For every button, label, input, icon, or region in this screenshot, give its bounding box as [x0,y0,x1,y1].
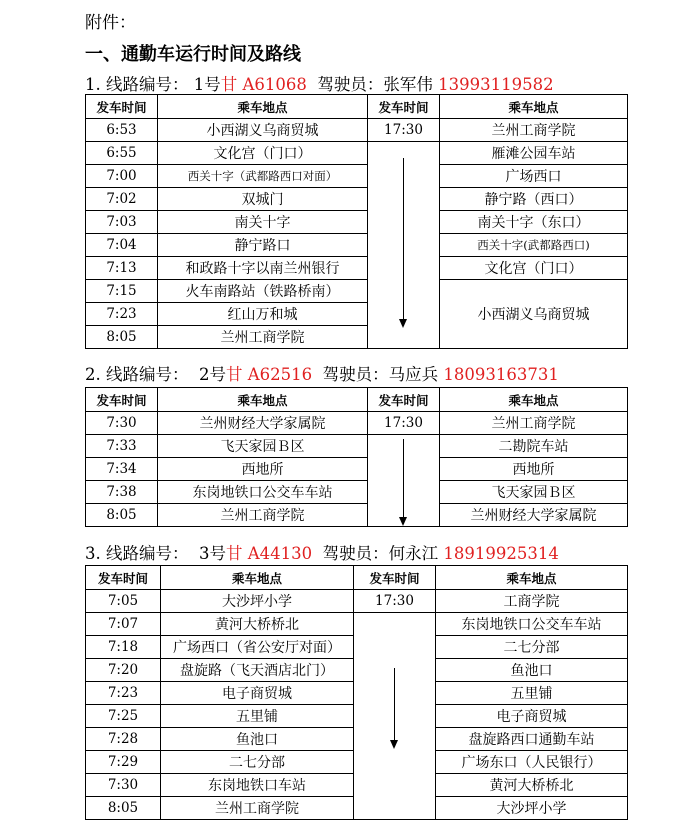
stop-name: 盘旋路（飞天酒店北门） [161,659,354,682]
table-row [86,613,628,636]
return-stop: 二七分部 [436,636,628,659]
header-stop: 乘车地点 [161,566,354,590]
stop-name: 五里铺 [161,705,354,728]
stop-name: 火车南路站（铁路桥南） [158,280,368,303]
return-stop: 兰州工商学院 [440,412,628,435]
stop-name: 文化宫（门口） [158,142,368,165]
header-depart-time: 发车时间 [354,566,436,590]
route-1-table [85,94,628,349]
header-depart-time: 发车时间 [368,95,440,119]
header-stop: 乘车地点 [436,566,628,590]
depart-time: 7:05 [86,590,161,613]
stop-name: 静宁路口 [158,234,368,257]
table-row [86,165,628,188]
return-stop: 西关十字(武都路西口) [440,234,628,257]
depart-time: 6:53 [86,119,158,142]
direction-arrow-cell [354,613,436,820]
return-stop: 兰州财经大学家属院 [440,504,628,527]
route-1-line [85,71,554,95]
table-row [86,590,628,613]
route-3-table [85,565,628,820]
table-row [86,257,628,280]
depart-time: 7:30 [86,774,161,797]
return-stop: 文化宫（门口） [440,257,628,280]
attachment-label: 附件： [85,13,136,33]
direction-arrow-cell [368,435,440,527]
depart-time: 7:02 [86,188,158,211]
table-row [86,234,628,257]
stop-name: 兰州工商学院 [161,797,354,820]
table-row [86,504,628,527]
driver-phone: 18919925314 [443,544,559,563]
return-time: 17:30 [368,119,440,142]
return-time: 17:30 [368,412,440,435]
return-stop: 二勘院车站 [440,435,628,458]
down-arrow-icon [403,158,404,326]
stop-name: 兰州财经大学家属院 [158,412,368,435]
return-stop: 工商学院 [436,590,628,613]
return-stop: 静宁路（西口） [440,188,628,211]
section-title: 一、通勤车运行时间及路线 [85,44,301,65]
stop-name: 兰州工商学院 [158,504,368,527]
return-stop: 飞天家园Ｂ区 [440,481,628,504]
depart-time: 7:03 [86,211,158,234]
stop-name: 东岗地铁口公交车车站 [158,481,368,504]
return-stop: 鱼池口 [436,659,628,682]
depart-time: 8:05 [86,797,161,820]
driver-name: 何永江 [388,544,439,563]
down-arrow-icon [394,668,395,747]
plate-number: 甘 A61068 [220,75,307,94]
table-row [86,458,628,481]
depart-time: 7:38 [86,481,158,504]
driver-name: 张军伟 [383,75,433,94]
stop-name: 鱼池口 [161,728,354,751]
depart-time: 7:04 [86,234,158,257]
direction-arrow-cell [368,142,440,349]
table-header-row [86,566,628,590]
route-2-line [85,361,559,385]
return-stop: 小西湖义乌商贸城 [440,280,628,349]
depart-time: 7:29 [86,751,161,774]
depart-time: 7:34 [86,458,158,481]
header-stop: 乘车地点 [158,388,368,412]
table-row [86,142,628,165]
stop-name: 兰州工商学院 [158,326,368,349]
route-number: 3号 [199,544,226,563]
depart-time: 7:15 [86,280,158,303]
header-depart-time: 发车时间 [86,95,158,119]
stop-name: 东岗地铁口车站 [161,774,354,797]
header-stop: 乘车地点 [440,95,628,119]
driver-name: 马应兵 [388,365,439,384]
route-label: 3. 线路编号： [85,544,189,563]
table-row [86,481,628,504]
return-time: 17:30 [354,590,436,613]
driver-phone: 18093163731 [443,365,559,384]
driver-phone: 13993119582 [438,75,554,94]
depart-time: 7:13 [86,257,158,280]
route-3-line [85,540,559,564]
depart-time: 7:07 [86,613,161,636]
return-stop: 五里铺 [436,682,628,705]
header-stop: 乘车地点 [440,388,628,412]
return-stop: 黄河大桥桥北 [436,774,628,797]
table-row [86,435,628,458]
return-stop: 雁滩公园车站 [440,142,628,165]
table-row [86,188,628,211]
header-depart-time: 发车时间 [86,566,161,590]
route-number: 2号 [199,365,226,384]
table-row [86,119,628,142]
depart-time: 7:30 [86,412,158,435]
table-row [86,211,628,234]
header-depart-time: 发车时间 [86,388,158,412]
stop-name: 大沙坪小学 [161,590,354,613]
table-header-row [86,95,628,119]
stop-name: 双城门 [158,188,368,211]
stop-name: 电子商贸城 [161,682,354,705]
header-stop: 乘车地点 [158,95,368,119]
plate-number: 甘 A44130 [226,544,313,563]
depart-time: 7:28 [86,728,161,751]
depart-time: 7:23 [86,682,161,705]
stop-name: 和政路十字以南兰州银行 [158,257,368,280]
stop-name: 广场西口（省公安厅对面） [161,636,354,659]
depart-time: 7:33 [86,435,158,458]
route-label: 2. 线路编号： [85,365,189,384]
table-row [86,280,628,303]
driver-label: 驾驶员： [322,365,389,384]
return-stop: 兰州工商学院 [440,119,628,142]
route-2-table [85,387,628,527]
depart-time: 7:23 [86,303,158,326]
stop-name: 南关十字 [158,211,368,234]
stop-name: 小西湖义乌商贸城 [158,119,368,142]
depart-time: 6:55 [86,142,158,165]
route-number: 1号 [193,75,221,94]
return-stop: 电子商贸城 [436,705,628,728]
return-stop: 南关十字（东口） [440,211,628,234]
driver-label: 驾驶员： [317,75,384,94]
stop-name: 飞天家园Ｂ区 [158,435,368,458]
depart-time: 7:25 [86,705,161,728]
depart-time: 7:00 [86,165,158,188]
table-header-row [86,388,628,412]
return-stop: 广场东口（人民银行） [436,751,628,774]
return-stop: 西地所 [440,458,628,481]
depart-time: 7:18 [86,636,161,659]
stop-name: 西地所 [158,458,368,481]
route-label: 1. 线路编号： [85,75,189,94]
driver-label: 驾驶员： [322,544,389,563]
depart-time: 7:20 [86,659,161,682]
stop-name: 黄河大桥桥北 [161,613,354,636]
down-arrow-icon [403,439,404,524]
stop-name: 红山万和城 [158,303,368,326]
depart-time: 8:05 [86,504,158,527]
stop-name: 西关十字（武都路西口对面） [158,165,368,188]
plate-number: 甘 A62516 [226,365,313,384]
header-depart-time: 发车时间 [368,388,440,412]
depart-time: 8:05 [86,326,158,349]
return-stop: 盘旋路西口通勤车站 [436,728,628,751]
return-stop: 东岗地铁口公交车车站 [436,613,628,636]
table-row [86,412,628,435]
stop-name: 二七分部 [161,751,354,774]
return-stop: 大沙坪小学 [436,797,628,820]
return-stop: 广场西口 [440,165,628,188]
